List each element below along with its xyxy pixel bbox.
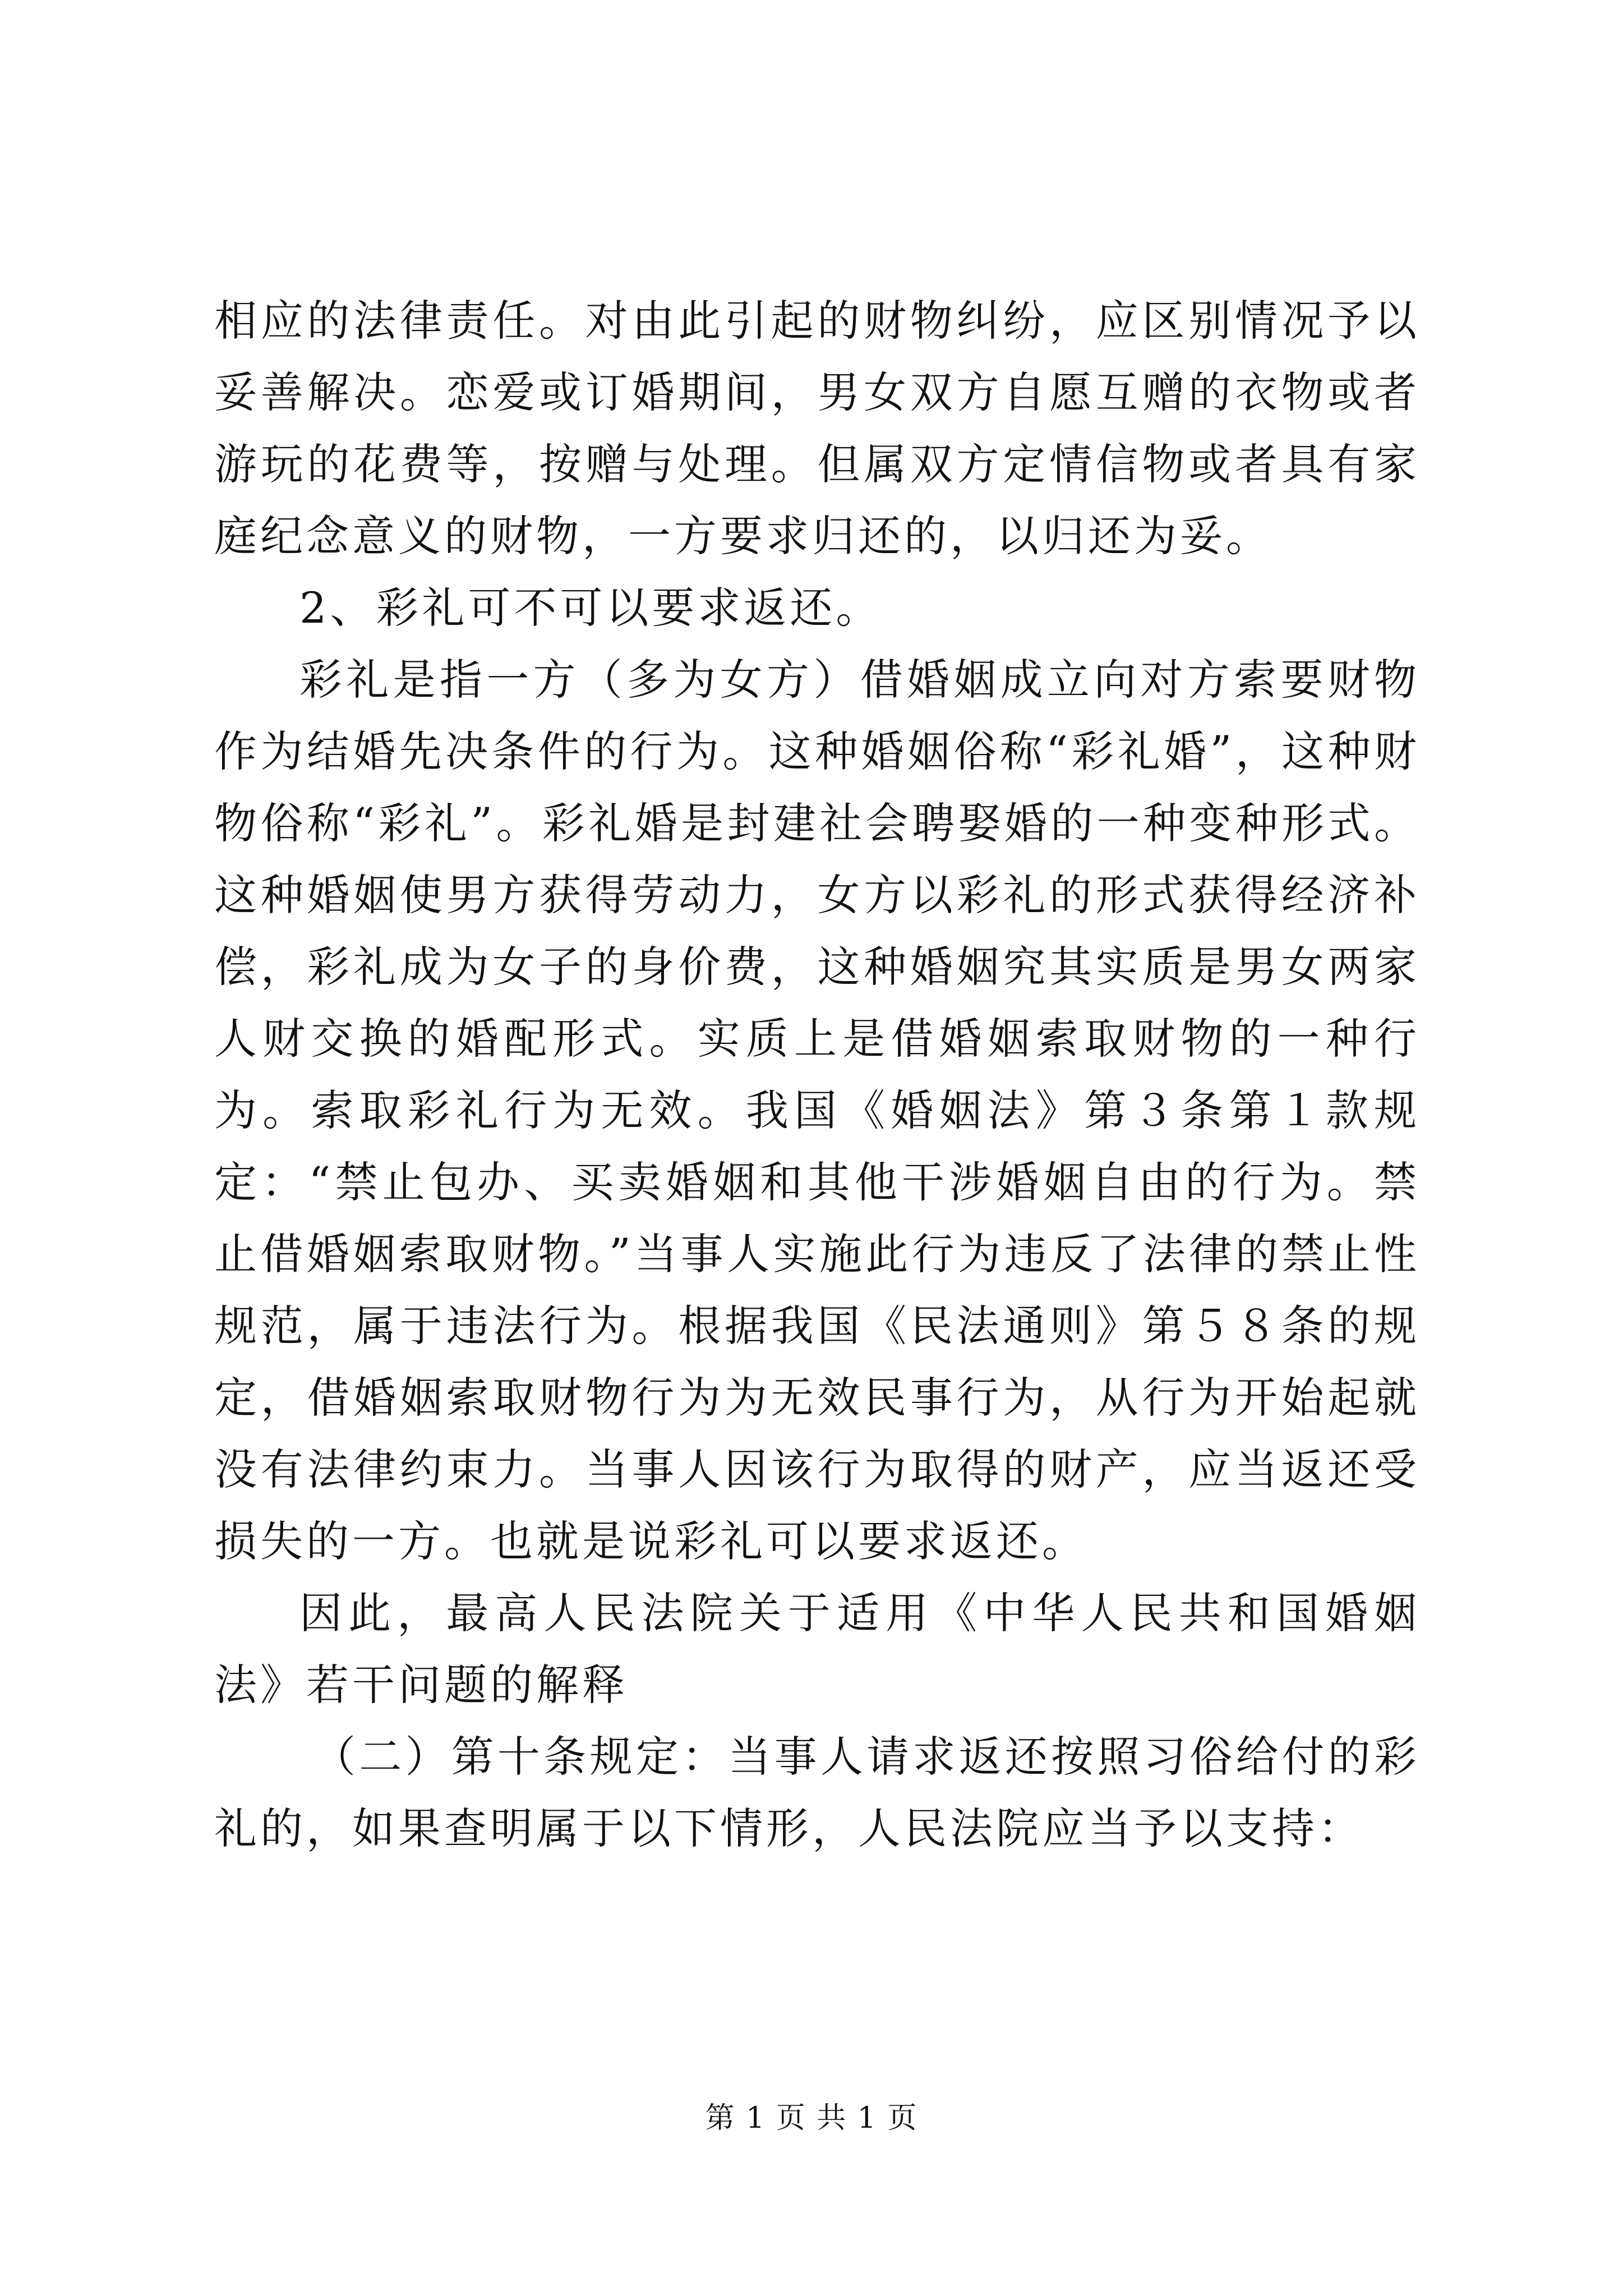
document-body xyxy=(214,285,1420,1865)
paragraph-2-heading: 2、彩礼可不可以要求返还。 xyxy=(299,583,882,633)
paragraph-4: 因此，最高人民法院关于适用《中华人民共和国婚姻法》若干问题的解释 xyxy=(214,1588,1420,1710)
page-footer: 第 1 页 共 1 页 xyxy=(705,2101,918,2135)
paragraph-1: 相应的法律责任。对由此引起的财物纠纷，应区别情况予以妥善解决。恋爱或订婚期间，男女双方自愿互赠的衣物或者游玩的花费等，按赠与处理。但属双方定情信物或者具有家庭纪念意义的财物，一方要求归还的，以归还为妥。 xyxy=(214,296,1420,561)
paragraph-3: 彩礼是指一方（多为女方）借婚姻成立向对方索要财物作为结婚先决条件的行为。这种婚姻俗称“彩礼婚”，这种财物俗称“彩礼”。彩礼婚是封建社会聘娶婚的一种变种形式。这种婚姻使男方获得劳动力，女方以彩礼的形式获得经济补偿，彩礼成为女子的身价费，这种婚姻究其实质是男女两家人财交换的婚配形式。实质上是借婚姻索取财物的一种行为。索取彩礼行为无效。我国《婚姻法》第３条第１款规定：“禁止包办、买卖婚姻和其他干涉婚姻自由的行为。禁止借婚姻索取财物。”当事人实施此行为违反了法律的禁止性规范，属于违法行为。根据我国《民法通则》第５８条的规定，借婚姻索取财物行为为无效民事行为，从行为开始起就没有法律约束力。当事人因该行为取得的财产，应当返还受损失的一方。也就是说彩礼可以要求返还。 xyxy=(214,655,1420,1566)
paragraph-5: （二）第十条规定：当事人请求返还按照习俗给付的彩礼的，如果查明属于以下情形，人民法院应当予以支持： xyxy=(214,1732,1420,1853)
